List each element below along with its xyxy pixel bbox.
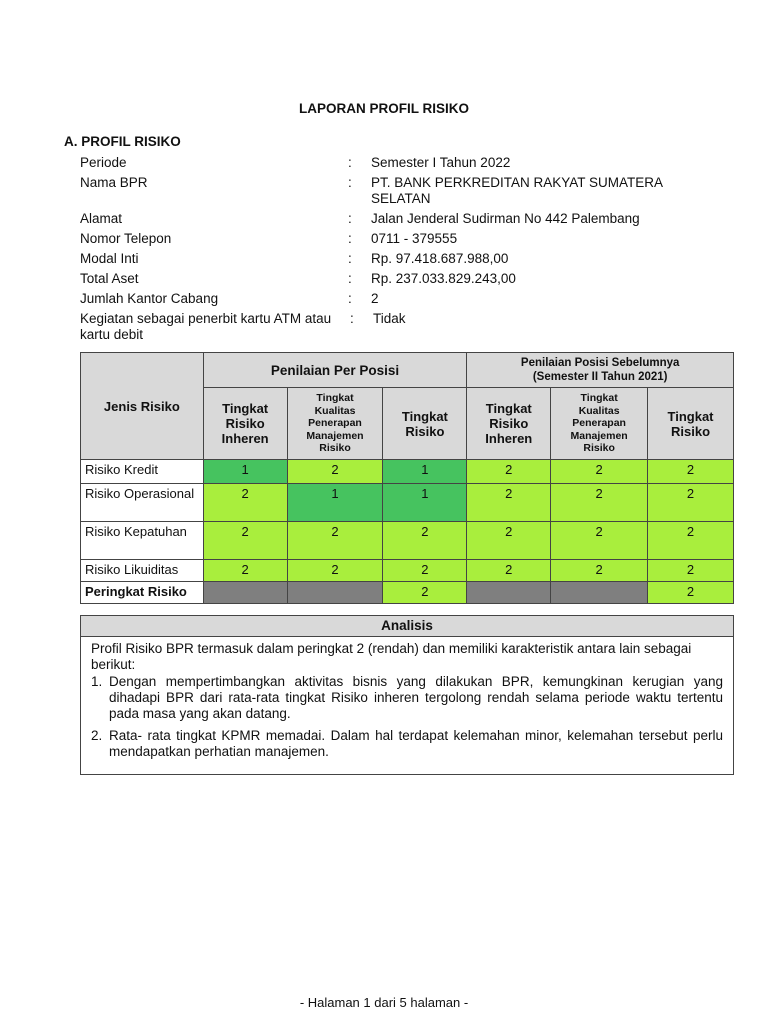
info-colon: : — [348, 231, 352, 246]
info-row-modal-inti — [80, 251, 740, 267]
risk-value: 2 — [648, 484, 734, 522]
info-colon: : — [348, 211, 352, 226]
analisis-item — [91, 674, 723, 722]
analisis-item-text: Dengan mempertimbangkan aktivitas bisnis yang dilakukan BPR, kemungkinan kerugian yang dihadapi BPR dari rata-rata tingkat Risiko inheren tergolong rendah selama periode waktu tertentu pada masa yang akan datang. — [109, 674, 723, 721]
section-heading: A. PROFIL RISIKO — [64, 134, 181, 149]
risk-value: 2 — [383, 522, 467, 560]
header-kpmr-prev: Tingkat Kualitas Penerapan Manajemen Risiko — [551, 388, 648, 460]
info-row-kartu-atm — [80, 311, 740, 343]
analisis-header: Analisis — [81, 616, 733, 637]
info-value: Rp. 237.033.829.243,00 — [371, 271, 516, 286]
risk-name: Risiko Kepatuhan — [81, 522, 204, 560]
info-row-periode — [80, 155, 740, 171]
info-row-nama-bpr — [80, 175, 740, 207]
table-row — [81, 484, 734, 522]
header-inheren-prev: Tingkat Risiko Inheren — [467, 388, 551, 460]
info-row-total-aset — [80, 271, 740, 287]
risk-profile-table — [80, 352, 734, 604]
risk-value: 2 — [467, 522, 551, 560]
info-value: Semester I Tahun 2022 — [371, 155, 511, 170]
info-colon: : — [348, 155, 352, 170]
header-penilaian-per-posisi: Penilaian Per Posisi — [203, 353, 467, 388]
risk-value: 2 — [648, 560, 734, 582]
risk-name: Risiko Likuiditas — [81, 560, 204, 582]
info-value: Tidak — [373, 311, 406, 326]
risk-value: 1 — [383, 484, 467, 522]
info-colon: : — [348, 291, 352, 306]
info-row-kantor-cabang — [80, 291, 740, 307]
risk-value: 1 — [203, 460, 287, 484]
info-colon: : — [348, 175, 352, 190]
risk-value: 2 — [551, 484, 648, 522]
risk-value: 2 — [287, 522, 383, 560]
analisis-item-text: Rata- rata tingkat KPMR memadai. Dalam hal terdapat kelemahan minor, kelemahan tersebut perlu mendapatkan perhatian manajemen. — [109, 728, 723, 759]
info-label: Nomor Telepon — [80, 231, 172, 246]
empty-cell — [203, 582, 287, 604]
header-kpmr: Tingkat Kualitas Penerapan Manajemen Risiko — [287, 388, 383, 460]
report-title: LAPORAN PROFIL RISIKO — [298, 101, 469, 116]
risk-value: 1 — [287, 484, 383, 522]
info-value: 2 — [371, 291, 379, 306]
risk-value: 2 — [203, 522, 287, 560]
info-value: Rp. 97.418.687.988,00 — [371, 251, 509, 266]
analisis-item-number: 2. — [91, 728, 103, 743]
header-jenis-risiko: Jenis Risiko — [81, 353, 204, 460]
risk-value: 2 — [467, 484, 551, 522]
header-tingkat-risiko-prev: Tingkat Risiko — [648, 388, 734, 460]
info-colon: : — [350, 311, 354, 326]
empty-cell — [551, 582, 648, 604]
analisis-box — [80, 615, 734, 775]
risk-value: 2 — [287, 460, 383, 484]
info-label: Alamat — [80, 211, 123, 226]
risk-value: 2 — [648, 522, 734, 560]
info-value: 0711 - 379555 — [371, 231, 458, 246]
info-row-alamat — [80, 211, 740, 227]
header-tingkat-risiko: Tingkat Risiko — [383, 388, 467, 460]
info-colon: : — [348, 251, 352, 266]
empty-cell — [467, 582, 551, 604]
info-label: Jumlah Kantor Cabang — [80, 291, 219, 306]
bank-info — [80, 155, 740, 347]
risk-value: 2 — [551, 522, 648, 560]
risk-value: 2 — [287, 560, 383, 582]
risk-value: 2 — [467, 460, 551, 484]
empty-cell — [287, 582, 383, 604]
peringkat-label: Peringkat Risiko — [81, 582, 204, 604]
peringkat-previous: 2 — [648, 582, 734, 604]
peringkat-row — [81, 582, 734, 604]
table-row — [81, 522, 734, 560]
peringkat-current: 2 — [383, 582, 467, 604]
info-value: Jalan Jenderal Sudirman No 442 Palembang — [371, 211, 640, 226]
table-row — [81, 460, 734, 484]
risk-value: 2 — [551, 560, 648, 582]
info-label: Nama BPR — [80, 175, 148, 190]
risk-value: 2 — [203, 560, 287, 582]
risk-value: 2 — [203, 484, 287, 522]
risk-value: 2 — [551, 460, 648, 484]
info-label: Modal Inti — [80, 251, 139, 266]
risk-value: 2 — [467, 560, 551, 582]
info-row-telepon — [80, 231, 740, 247]
info-label: Periode — [80, 155, 127, 170]
info-label: Total Aset — [80, 271, 139, 286]
header-inheren: Tingkat Risiko Inheren — [203, 388, 287, 460]
risk-value: 2 — [383, 560, 467, 582]
header-penilaian-sebelumnya: Penilaian Posisi Sebelumnya (Semester II Tahun 2021) — [467, 353, 734, 388]
analisis-intro: Profil Risiko BPR termasuk dalam peringkat 2 (rendah) dan memiliki karakteristik antara lain sebagai berikut: — [91, 641, 692, 672]
risk-value: 1 — [383, 460, 467, 484]
analisis-item-number: 1. — [91, 674, 103, 689]
risk-name: Risiko Kredit — [81, 460, 204, 484]
info-value: PT. BANK PERKREDITAN RAKYAT SUMATERA SELATAN — [371, 175, 663, 206]
page-footer: - Halaman 1 dari 5 halaman - — [299, 995, 469, 1010]
analisis-body — [81, 637, 733, 760]
analisis-item — [91, 728, 723, 760]
info-label: Kegiatan sebagai penerbit kartu ATM atau kartu debit — [80, 311, 332, 342]
risk-name: Risiko Operasional — [81, 484, 204, 522]
risk-value: 2 — [648, 460, 734, 484]
table-row — [81, 560, 734, 582]
info-colon: : — [348, 271, 352, 286]
